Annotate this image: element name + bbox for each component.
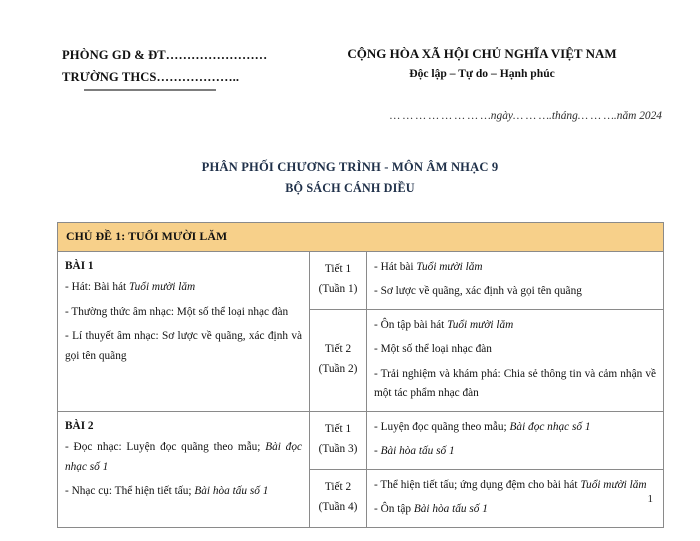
detail-item [374,500,656,520]
period-label: Tiết 2 [324,343,352,355]
detail-text: - Ôn tập bài hát [374,318,448,331]
content-item-italic: Tuổi mười lăm [129,281,196,293]
detail-italic: Bài đọc nhạc số 1 [509,420,591,433]
national-motto: Độc lập – Tự do – Hạnh phúc [409,67,555,80]
detail-italic: Bài hòa tấu số 1 [380,445,455,457]
detail-text: - Thể hiện tiết tấu; ứng dụng đệm cho bài hát [374,478,581,491]
page-title [0,157,700,199]
document-header [0,44,700,91]
curriculum-table [57,222,664,528]
detail-cell [367,309,664,411]
detail-cell [367,251,664,309]
header-left-block [0,44,300,91]
content-item-italic: Bài đọc nhạc số 1 [65,441,302,473]
lesson-content-cell-1 [58,251,310,411]
detail-text: - Luyện đọc quãng theo mẫu; [374,420,510,433]
national-title: CỘNG HÒA XÃ HỘI CHỦ NGHĨA VIỆT NAM [347,46,617,61]
content-item [65,438,302,477]
school-underline-rule [84,89,216,91]
detail-item: - Trải nghiệm và khám phá: Chia sẻ thông tin và cảm nhận về một tác phẩm nhạc đàn [374,367,657,399]
week-label: (Tuần 3) [318,442,358,455]
title-subtitle: BỘ SÁCH CÁNH DIỀU [285,181,415,195]
detail-item [374,258,656,278]
table-row [58,251,664,309]
content-item-text: - Hát: Bài hát [65,281,129,293]
detail-italic: Bài hòa tấu số 1 [413,503,488,515]
lesson-label-2: BÀI 2 [65,419,94,432]
lesson-label-1: BÀI 1 [65,259,94,272]
content-item: - Thường thức âm nhạc: Một số thể loại nhạc đàn [65,305,289,318]
content-item-text: - Đọc nhạc: Luyện đọc quãng theo mẫu; [65,441,266,453]
motto-wrap [409,64,555,83]
content-item-italic: Bài hòa tấu số 1 [194,485,269,497]
page-number: 1 [647,493,653,505]
department-line: PHÒNG GD & ĐT…………………… [62,48,268,62]
detail-item [374,442,656,462]
content-item [65,278,302,298]
detail-text: - [374,445,381,457]
period-label: Tiết 2 [324,481,352,493]
week-label: (Tuần 4) [318,500,358,513]
detail-item [374,316,656,336]
date-line: … … … … … … … …ngày… … ….tháng… … ….năm 2024 [389,110,662,122]
period-cell [310,309,367,411]
week-label: (Tuần 1) [318,282,358,295]
period-label: Tiết 1 [324,423,352,435]
detail-italic: Tuổi mười lăm [416,260,483,273]
content-item: - Lí thuyết âm nhạc: Sơ lược về quãng, xác định và gọi tên quãng [65,330,302,362]
week-label: (Tuần 2) [318,362,358,375]
content-item [65,482,302,502]
detail-text: - Ôn tập [374,503,414,515]
school-line: TRƯỜNG THCS……………….. [62,70,240,84]
table-row [58,411,664,469]
period-label: Tiết 1 [324,263,352,275]
period-cell [310,251,367,309]
detail-item: - Sơ lược về quãng, xác định và gọi tên quãng [374,285,582,297]
table-body [58,223,664,528]
detail-italic: Tuổi mười lăm [580,478,647,491]
detail-italic: Tuổi mười lăm [447,318,514,331]
detail-text: - Hát bài [374,260,417,273]
theme-header-row [58,223,664,252]
period-cell [310,411,367,469]
detail-item [374,418,656,438]
content-item-text: - Nhạc cụ: Thể hiện tiết tấu; [65,485,195,497]
detail-cell [367,411,664,469]
period-cell [310,469,367,527]
detail-item [374,476,656,496]
lesson-content-cell-2 [58,411,310,527]
header-right-block [300,44,700,83]
detail-cell [367,469,664,527]
title-main: PHÂN PHỐI CHƯƠNG TRÌNH - MÔN ÂM NHẠC 9 [201,160,499,174]
detail-item: - Một số thể loại nhạc đàn [374,343,492,355]
theme-header-cell: CHỦ ĐỀ 1: TUỔI MƯỜI LĂM [58,223,664,252]
